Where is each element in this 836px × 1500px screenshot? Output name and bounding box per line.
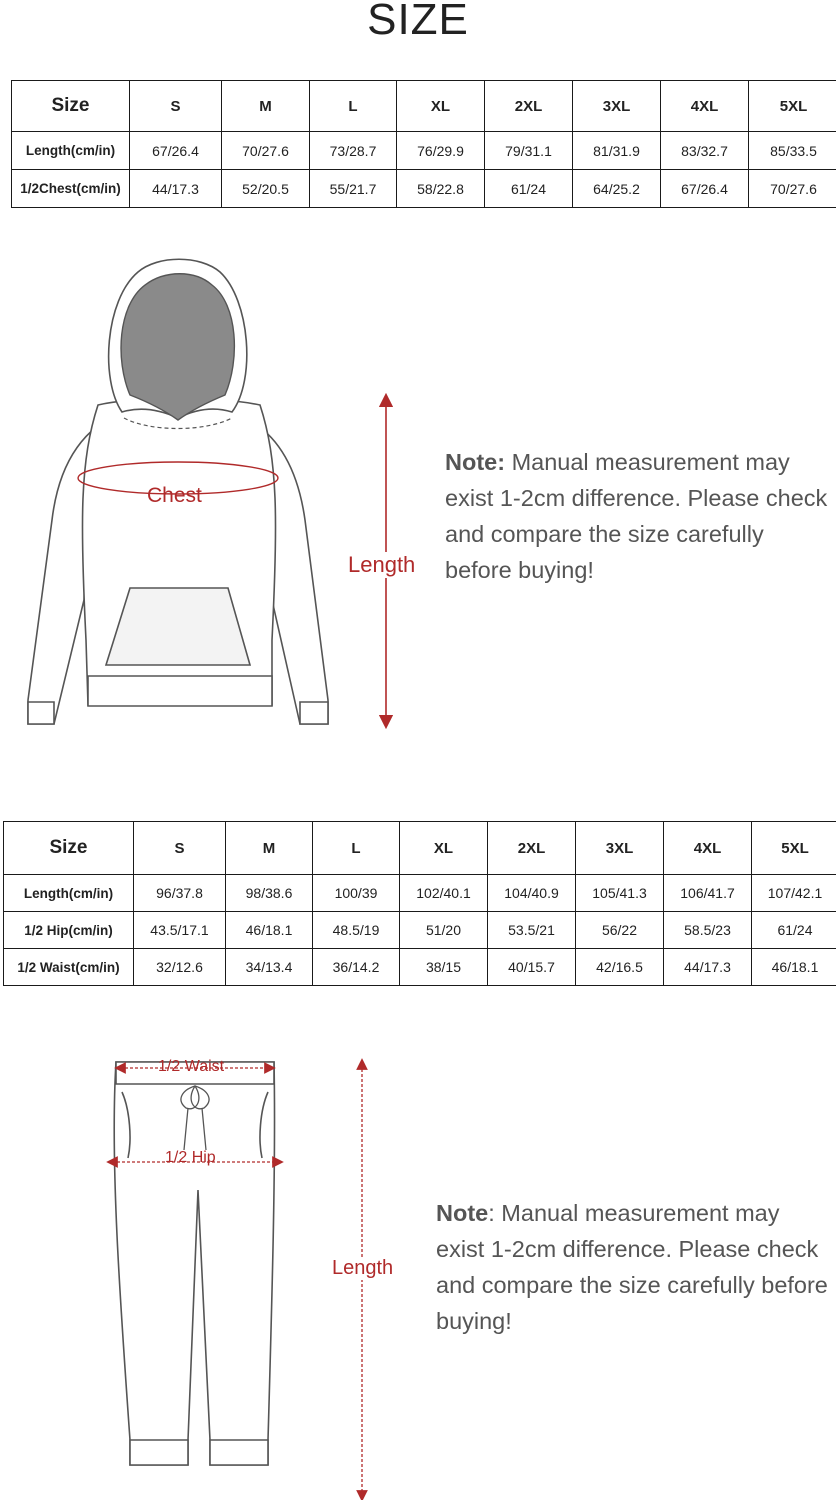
table-cell: 81/31.9 [573,132,661,170]
table-cell: 85/33.5 [749,132,836,170]
table-cell: 100/39 [313,875,400,912]
header-cell: 5XL [749,81,836,132]
chest-label: Chest [147,484,202,507]
note-text: : Manual measurement may exist 1-2cm difference. Please check and compare the size carefully before buying! [436,1200,828,1334]
table-cell: 70/27.6 [749,170,836,208]
hood-inner [121,274,234,420]
table-cell: 83/32.7 [661,132,749,170]
header-cell: S [134,822,226,875]
table-cell: 96/37.8 [134,875,226,912]
note-lead: Note: [445,449,506,475]
table-cell: 106/41.7 [664,875,752,912]
table-cell: 67/26.4 [661,170,749,208]
header-cell: Size [12,81,130,132]
header-cell: 4XL [661,81,749,132]
table-cell: 79/31.1 [485,132,573,170]
table-cell: 102/40.1 [400,875,488,912]
table-cell: 64/25.2 [573,170,661,208]
table-cell: 104/40.9 [488,875,576,912]
table-cell: 55/21.7 [310,170,397,208]
row-label: Length(cm/in) [12,132,130,170]
header-cell: Size [4,822,134,875]
table-cell: 70/27.6 [222,132,310,170]
table-cell: 67/26.4 [130,132,222,170]
table-cell: 107/42.1 [752,875,836,912]
table-cell: 52/20.5 [222,170,310,208]
note-lead: Note [436,1200,489,1226]
pants-length-label: Length [332,1257,394,1279]
table-cell: 44/17.3 [130,170,222,208]
table-cell: 40/15.7 [488,949,576,986]
header-cell: L [313,822,400,875]
table-cell: 53.5/21 [488,912,576,949]
table-cell: 36/14.2 [313,949,400,986]
header-cell: 3XL [573,81,661,132]
header-cell: S [130,81,222,132]
table-row [4,949,836,986]
row-label: 1/2 Waist(cm/in) [4,949,134,986]
table-cell: 58.5/23 [664,912,752,949]
waist-label: 1/2 Waist [158,1058,225,1075]
table-row [4,875,836,912]
page-title: SIZE [367,0,469,44]
table-cell: 43.5/17.1 [134,912,226,949]
table-row [4,912,836,949]
table-cell: 73/28.7 [310,132,397,170]
table-cell: 46/18.1 [226,912,313,949]
header-cell: 4XL [664,822,752,875]
table-cell: 51/20 [400,912,488,949]
table-cell: 38/15 [400,949,488,986]
table-cell: 48.5/19 [313,912,400,949]
table-cell: 58/22.8 [397,170,485,208]
header-cell: M [222,81,310,132]
table-cell: 42/16.5 [576,949,664,986]
table-cell: 56/22 [576,912,664,949]
hoodie-length-label: Length [348,552,416,577]
table-header-row [4,822,836,875]
header-cell: XL [400,822,488,875]
pants-note [436,1195,831,1339]
table-cell: 105/41.3 [576,875,664,912]
table-cell: 34/13.4 [226,949,313,986]
header-cell: 3XL [576,822,664,875]
header-cell: 2XL [485,81,573,132]
pants-body [114,1062,274,1465]
note-text: Manual measurement may exist 1-2cm difference. Please check and compare the size carefully before buying! [445,449,828,583]
hip-label: 1/2 Hip [165,1149,216,1166]
header-cell: 2XL [488,822,576,875]
row-label: 1/2 Hip(cm/in) [4,912,134,949]
table-cell: 32/12.6 [134,949,226,986]
hoodie-note [445,444,830,588]
header-cell: 5XL [752,822,836,875]
table-cell: 61/24 [752,912,836,949]
header-cell: L [310,81,397,132]
row-label: Length(cm/in) [4,875,134,912]
pants-size-table [3,821,836,986]
header-cell: M [226,822,313,875]
header-cell: XL [397,81,485,132]
table-cell: 98/38.6 [226,875,313,912]
table-cell: 44/17.3 [664,949,752,986]
table-cell: 61/24 [485,170,573,208]
row-label: 1/2Chest(cm/in) [12,170,130,208]
table-cell: 76/29.9 [397,132,485,170]
table-cell: 46/18.1 [752,949,836,986]
